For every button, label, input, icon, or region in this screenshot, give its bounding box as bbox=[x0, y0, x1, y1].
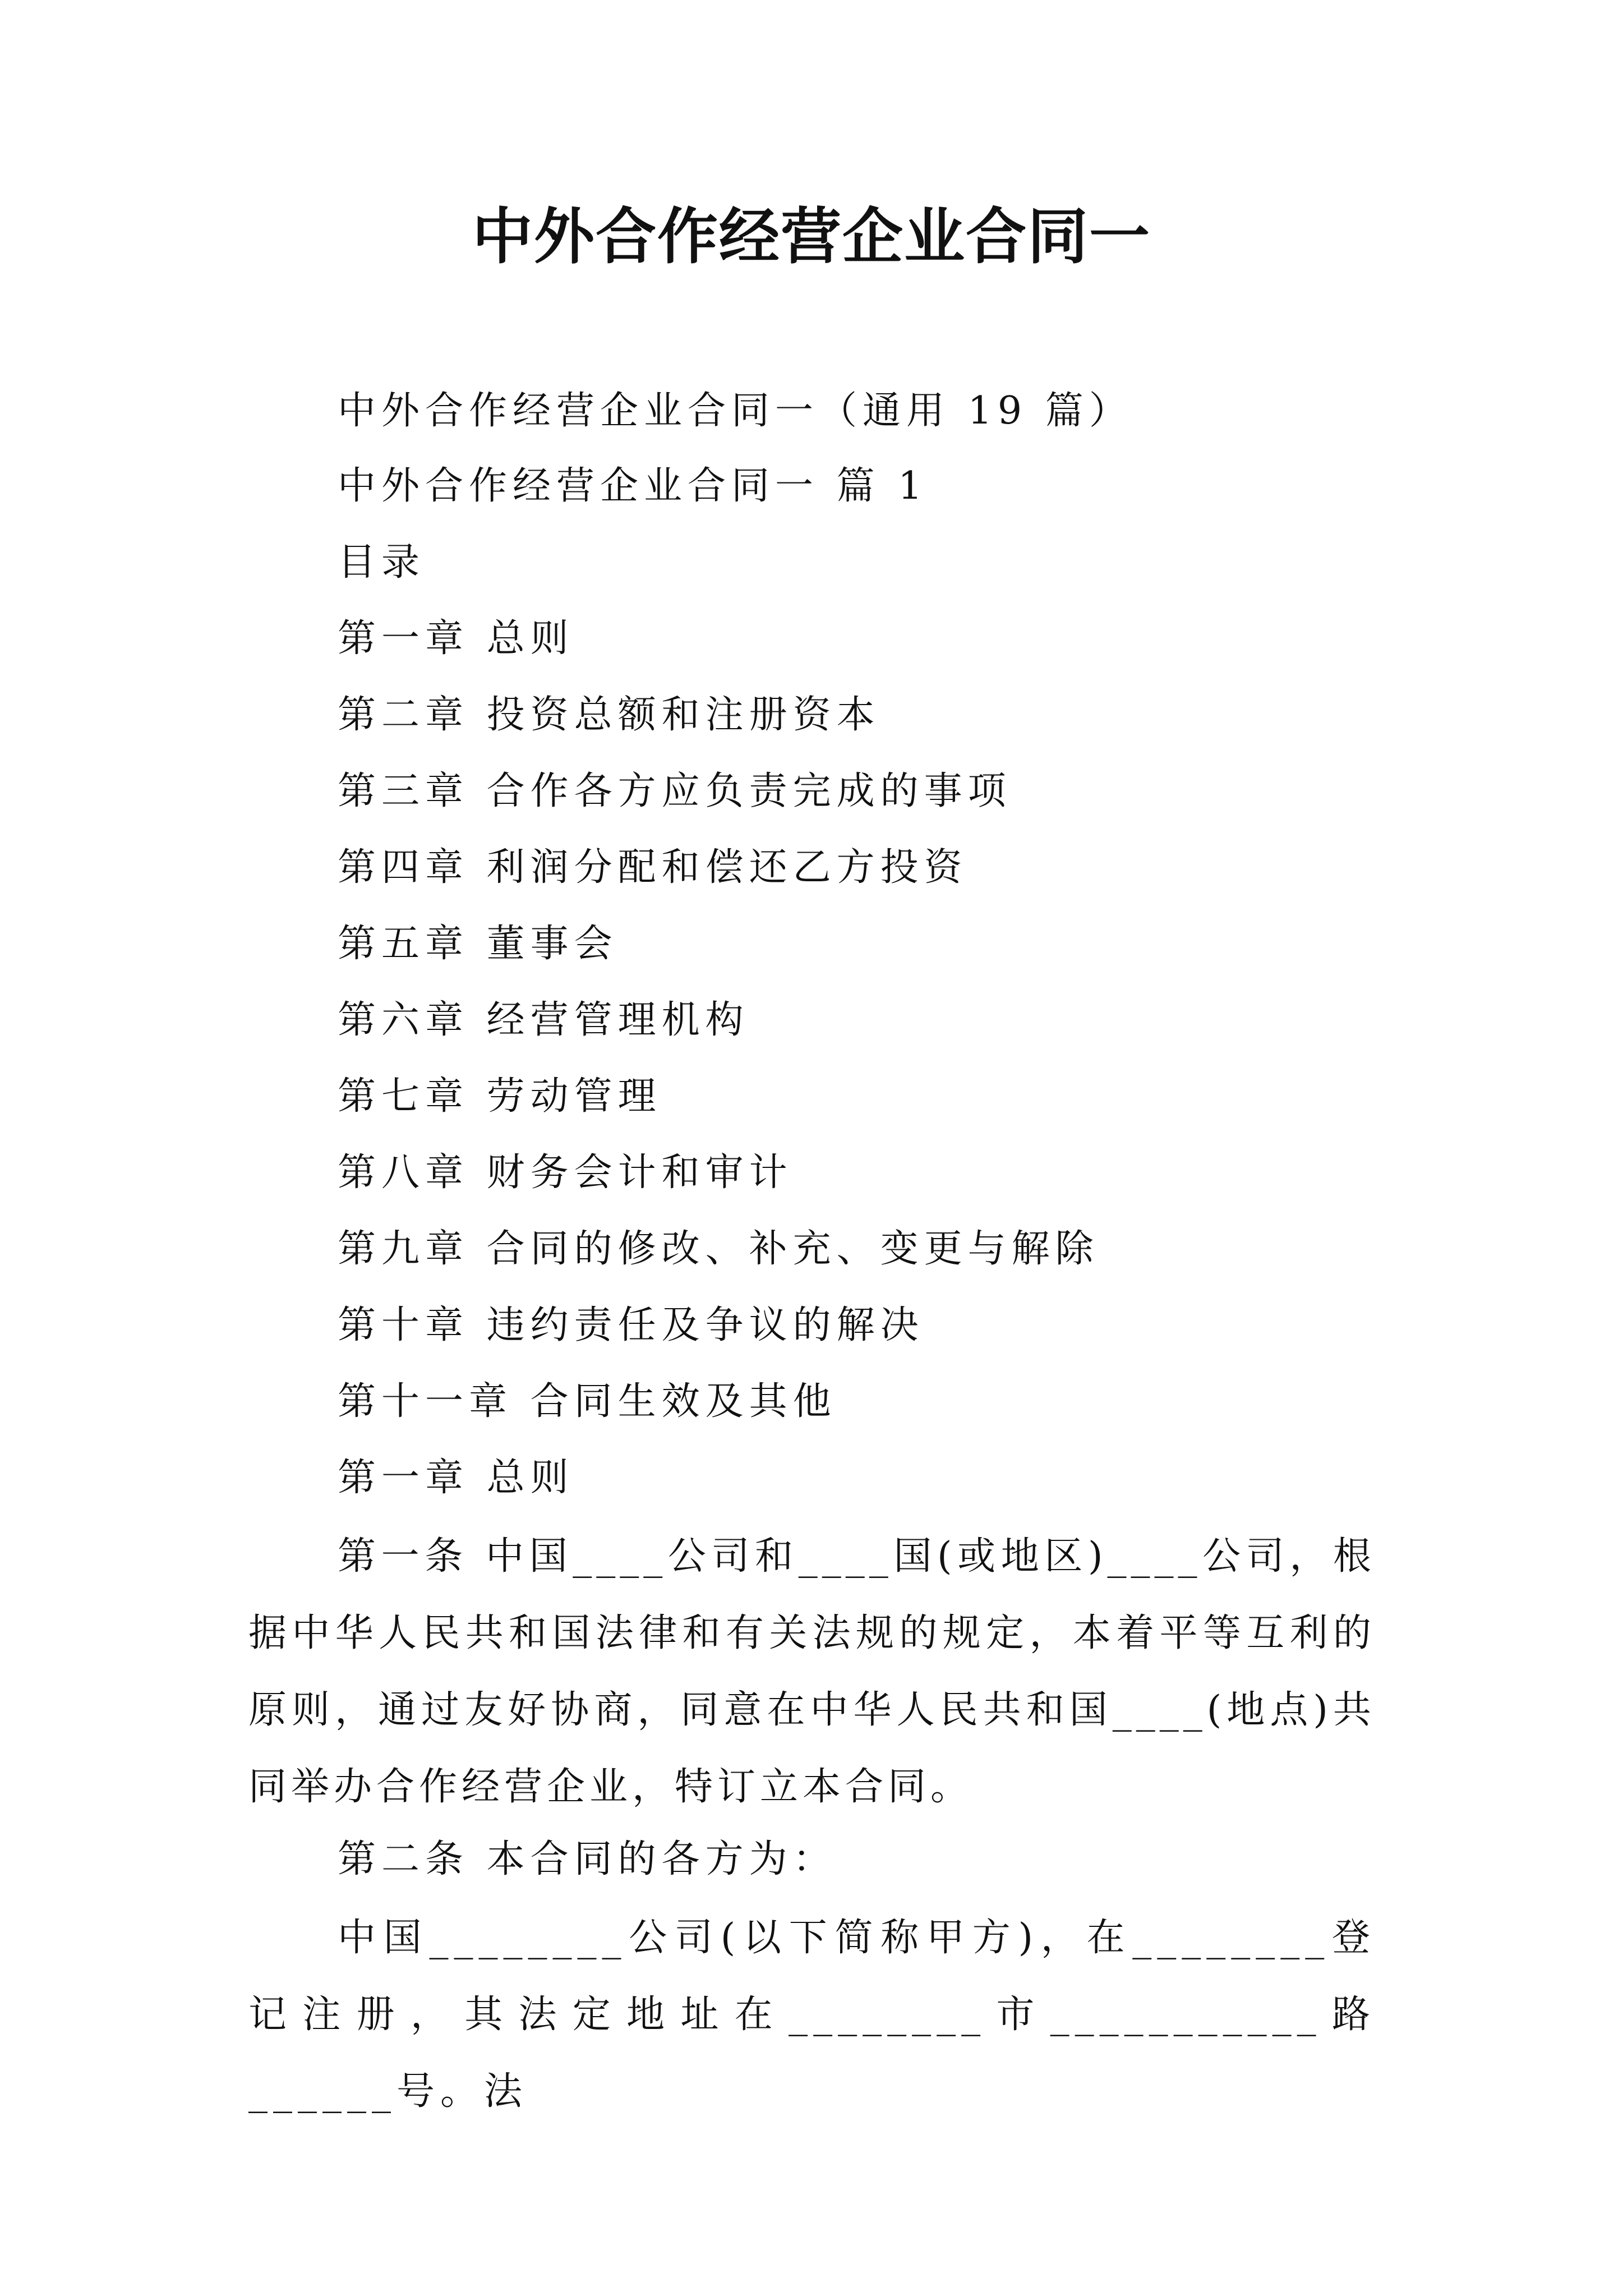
document-subtitle: 中外合作经营企业合同一（通用 19 篇） bbox=[338, 389, 1133, 433]
document-title: 中外合作经营企业合同一 bbox=[472, 201, 1151, 272]
part-heading: 中外合作经营企业合同一 篇 1 bbox=[338, 464, 928, 508]
toc-item: 第八章 财务会计和审计 bbox=[338, 1151, 793, 1195]
toc-item: 第十章 违约责任及争议的解决 bbox=[338, 1303, 924, 1347]
article-paragraph: 中国________公司(以下简称甲方)，在________登记注册，其法定地址在________市___________路______号。法 bbox=[248, 1916, 1376, 2114]
article-heading: 第二条 本合同的各方为： bbox=[338, 1837, 837, 1881]
toc-item: 第六章 经营管理机构 bbox=[338, 998, 749, 1042]
chapter-heading: 第一章 总则 bbox=[338, 1456, 574, 1500]
toc-item: 第五章 董事会 bbox=[338, 922, 618, 966]
toc-heading: 目录 bbox=[338, 540, 426, 585]
article-paragraph: 第一条 中国____公司和____国(或地区)____公司，根据中华人民共和国法律和有关法规的规定，本着平等互利的原则，通过友好协商，同意在中华人民共和国____(地点)共同举办合作经营企业，特订立本合同。 bbox=[248, 1534, 1376, 1809]
toc-item: 第三章 合作各方应负责完成的事项 bbox=[338, 769, 1012, 813]
toc-item: 第二章 投资总额和注册资本 bbox=[338, 693, 880, 737]
toc-item: 第七章 劳动管理 bbox=[338, 1074, 662, 1119]
toc-item: 第四章 利润分配和偿还乙方投资 bbox=[338, 845, 968, 890]
toc-item: 第九章 合同的修改、补充、变更与解除 bbox=[338, 1227, 1099, 1271]
toc-item: 第十一章 合同生效及其他 bbox=[338, 1379, 837, 1424]
toc-item: 第一章 总则 bbox=[338, 616, 574, 661]
